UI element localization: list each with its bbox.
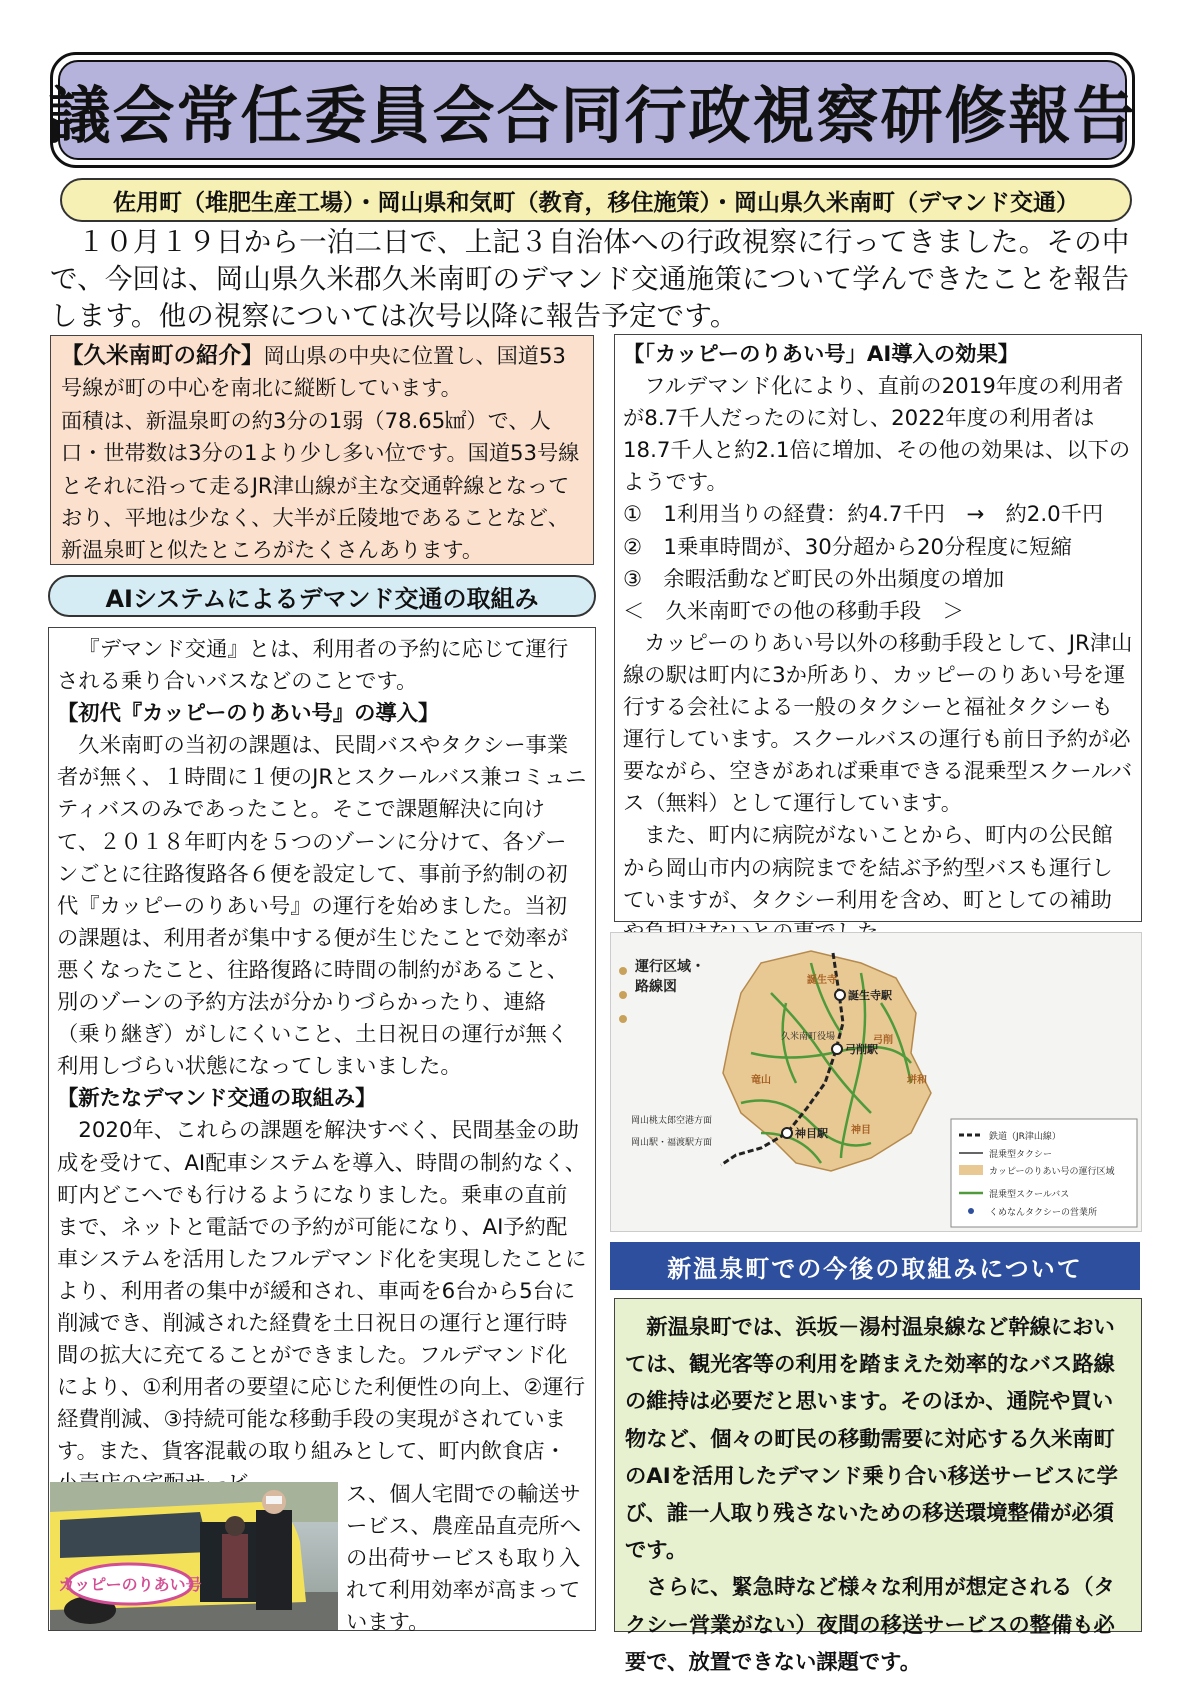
- future-para-1: 新温泉町では、浜坂－湯村温泉線など幹線においては、観光客等の利用を踏まえた効率的なバス路線の維持は必要だと思います。そのほか、通院や買い物など、個々の町民の移動需要に対応する久米南町のAIを活用したデマンド乗り合い移送サービスに学び、誰一人取り残さないための移送環境整備が必須です。: [625, 1315, 1118, 1564]
- svg-text:カッピーのりあい号の運行区域: カッピーのりあい号の運行区域: [989, 1167, 1115, 1177]
- kumenan-lead-text: 岡山県の中央に位置し、国道53号線が町の中心を南北に縦断しています。: [61, 343, 566, 401]
- svg-text:弓削: 弓削: [873, 1035, 893, 1046]
- svg-text:くめなんタクシーの営業所: くめなんタクシーの営業所: [989, 1208, 1098, 1218]
- taxi-logo-text: カッピーのりあい号: [58, 1575, 202, 1594]
- svg-text:鉄道（JR津山線）: 鉄道（JR津山線）: [989, 1132, 1061, 1142]
- ai-section-header: [48, 575, 596, 617]
- svg-text:竜山: 竜山: [751, 1075, 771, 1086]
- effects-lead: フルデマンド化により、直前の2019年度の利用者が8.7千人だったのに対し、2022年度の利用者は18.7千人と約2.1倍に増加、その他の効果は、以下のようです。: [623, 374, 1131, 496]
- station-tanjoji: 誕生寺駅: [848, 989, 892, 1002]
- demand-definition: 『デマンド交通』とは、利用者の予約に応じて運行される乗り合いバスなどのことです。: [57, 637, 569, 695]
- station-kounme: 神目駅: [795, 1127, 828, 1140]
- station-yuge: 弓削駅: [845, 1043, 878, 1056]
- page-title: 議会常任委員会合同行政視察研修報告: [48, 78, 1137, 152]
- logistics-text: ス、個人宅間での輸送サービス、農産品直売所への出荷サービスも取り入れて利用効率が高まっています。: [346, 1482, 581, 1636]
- other-transport-heading: ＜ 久米南町での他の移動手段 ＞: [623, 598, 964, 624]
- subtitle: 佐用町（堆肥生産工場）・岡山県和気町（教育，移住施策）・岡山県久米南町（デマンド交通）: [113, 189, 1079, 216]
- effect-item-3: ③ 余暇活動など町民の外出頻度の増加: [623, 566, 1005, 592]
- map-title-line1: 運行区域・: [635, 959, 705, 975]
- town-office-label: 久米南町役場: [781, 1032, 836, 1042]
- kumenan-intro-lead: [61, 340, 583, 405]
- first-gen-heading: 【初代『カッピーのりあい号』の導入】: [57, 701, 440, 727]
- route-map-illustration: [611, 933, 1142, 1232]
- subtitle-banner: [60, 178, 1132, 222]
- future-section-header: [610, 1242, 1140, 1290]
- new-demand-body: 2020年、これらの課題を解決すべく、民間基金の助成を受けて、AI配車システムを導入、時間の制約なく、町内どこへでも行けるようになりました。乗車の直前まで、ネットと電話での予約が可能になり、AI予約配車システムを活用したフルデマンド化を実現したことにより、利用者の集中が緩和され、車両を6台から5台に削減でき、削減された経費を土日祝日の運行と運行時間の拡大に充てることができました。フルデマンド化により、①利用者の要望に応じた利便性の向上、②運行経費削減、③持続可能な移動手段の実現がされています。また、貨客混載の取り組みとして、町内飲食店・: [57, 1118, 587, 1465]
- okayama-direction: 岡山駅・福渡駅方面: [631, 1138, 713, 1148]
- other-transport-body-2: また、町内に病院がないことから、町内の公民館から岡山市内の病院までを結ぶ予約型バスも運行していますが、タクシー利用を含め、町としての補助: [623, 823, 1113, 913]
- effect-item-2: ② 1乗車時間が、30分超から20分程度に短縮: [623, 534, 1072, 560]
- svg-text:混乗型スクールバス: 混乗型スクールバス: [989, 1190, 1070, 1200]
- other-transport-body-1: カッピーのりあい号以外の移動手段として、JR津山線の駅は町内に3か所あり、カッピーのりあい号を運行する会社による一般のタクシーと福祉タクシーも運行しています。スクールバスの運行も前日予約が必要ながら、空きがあれば乗車できる混乗型スクールバス（無料）として運行しています。: [623, 630, 1133, 817]
- title-banner: [48, 60, 1137, 160]
- future-box: [614, 1298, 1142, 1675]
- first-gen-body: 久米南町の当初の課題は、民間バスやタクシー事業者が無く、１時間に１便のJRとスクールバス兼コミュニティバスのみであったこと。そこで課題解決に向けて、２０１８年町内を５つのゾーンに分けて、各ゾーンごとに往路復路各６便を設定して、事前予約制の初代『カッピーのりあい号』の運行を始めました。当初の課題は、利用者が集中する便が生じたことで効率が悪くなったこと、往路復路に時間の制約があること、別のゾーンの予約方法が分かりづらかったり、連絡（乗り継ぎ）がしにくいこと、土日祝日の運行が無く利用しづらい状態になってしまいました。: [57, 733, 587, 1080]
- route-map: [610, 932, 1142, 1232]
- future-section-title: 新温泉町での今後の取組みについて: [667, 1254, 1083, 1283]
- future-para-2: さらに、緊急時など様々な利用が想定される（タクシー営業がない）夜間の移送サービスの整備も必要で、放置できない課題です。: [625, 1575, 1115, 1675]
- effects-box: [614, 334, 1142, 922]
- svg-text:混乗型タクシー: 混乗型タクシー: [989, 1150, 1053, 1160]
- new-demand-heading: 【新たなデマンド交通の取組み】: [57, 1086, 377, 1112]
- airport-direction: 岡山桃太郎空港方面: [631, 1116, 713, 1126]
- ai-section-title: AIシステムによるデマンド交通の取組み: [105, 584, 539, 613]
- kumenan-intro-body: 面積は、新温泉町の約3分の1弱（78.65㎢）で、人口・世帯数は3分の1より少し多い位です。国道53号線とそれに沿って走るJR津山線が主な交通幹線となっており、平地は少なく、大半が丘陵地であることなど、新温泉町と似たところがたくさんあります。: [61, 407, 580, 563]
- intro-paragraph: １０月１９日から一泊二日で、上記３自治体への行政視察に行ってきました。その中で、今回は、岡山県久米郡久米南町のデマンド交通施策について学んできたことを報告します。他の視察については次号以降に報告予定です。: [50, 226, 1130, 332]
- taxi-photo: [50, 1482, 338, 1630]
- kumenan-intro-box: [50, 335, 594, 565]
- kumenan-heading: 【久米南町の紹介】: [61, 343, 264, 369]
- taxi-photo-illustration: [50, 1482, 338, 1630]
- svg-text:誕生寺: 誕生寺: [807, 975, 837, 986]
- effect-item-1: ① 1利用当りの経費：約4.7千円 → 約2.0千円: [623, 502, 1104, 528]
- effects-heading: 【「カッピーのりあい号」AI導入の効果】: [623, 342, 1020, 367]
- svg-text:神目: 神目: [851, 1125, 871, 1136]
- map-title-line2: 路線図: [635, 979, 677, 995]
- svg-text:垪和: 垪和: [907, 1075, 927, 1086]
